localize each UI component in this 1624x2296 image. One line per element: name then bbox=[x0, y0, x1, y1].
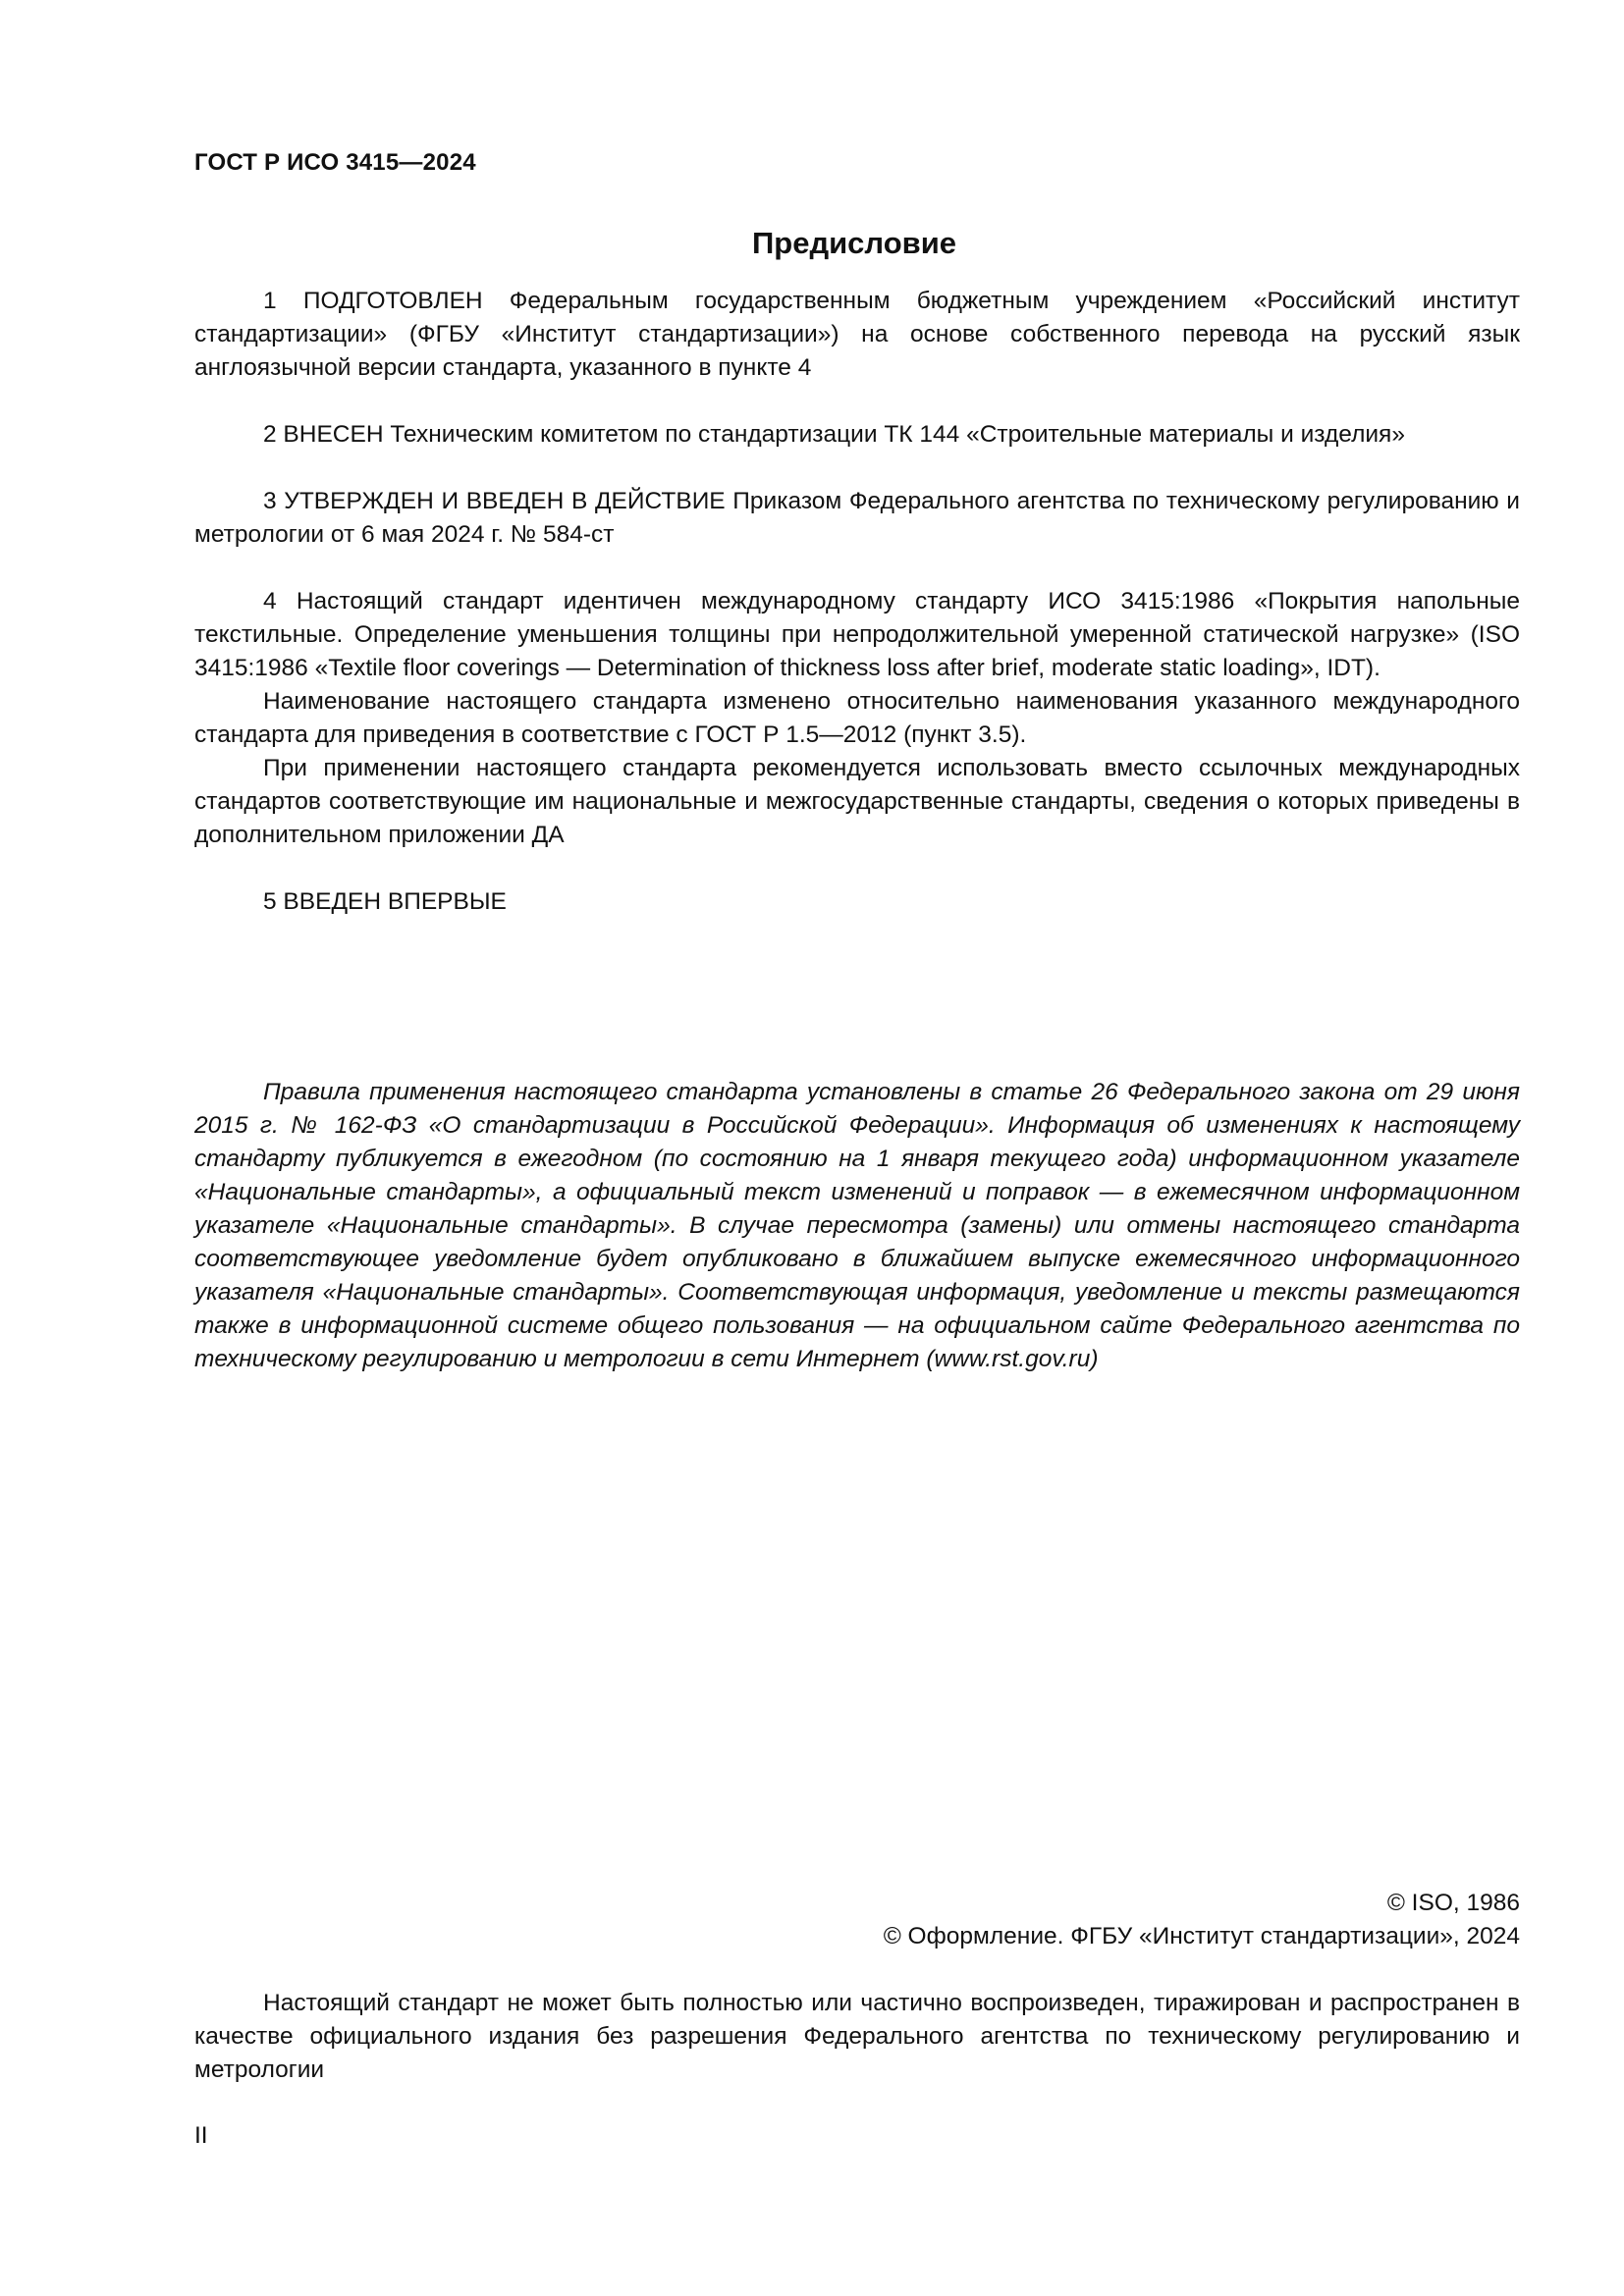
standard-designation: ГОСТ Р ИСО 3415—2024 bbox=[194, 149, 476, 176]
foreword-item-1: 1 ПОДГОТОВЛЕН Федеральным государственным бюджетным учреждением «Российский институт стандартизации» (ФГБУ «Институт стандартизации») на основе собственного перевода на русский язык англоязычной версии стандарта, указанного в пункте 4 bbox=[194, 288, 1520, 381]
foreword-item-4-note-name: Наименование настоящего стандарта изменено относительно наименования указанного международного стандарта для приведения в соответствие с ГОСТ Р 1.5—2012 (пункт 3.5). bbox=[194, 688, 1520, 748]
foreword-item-3: 3 УТВЕРЖДЕН И ВВЕДЕН В ДЕЙСТВИЕ Приказом Федерального агентства по техническому регулированию и метрологии от 6 мая 2024 г. № 584-ст bbox=[194, 488, 1520, 548]
reproduction-notice-text: Настоящий стандарт не может быть полностью или частично воспроизведен, тиражирован и распространен в качестве официального издания без разрешения Федерального агентства по техническому регулированию и метрологии bbox=[194, 1990, 1520, 2083]
copyright-block bbox=[884, 1887, 1520, 1953]
foreword-item-4: 4 Настоящий стандарт идентичен международному стандарту ИСО 3415:1986 «Покрытия напольные текстильные. Определение уменьшения толщины при непродолжительной умеренной статической нагрузке» (ISO 3415:1986 «Textile floor coverings — Determination of thickness loss after brief, moderate static loading», IDT). bbox=[194, 588, 1520, 681]
copyright-iso: © ISO, 1986 bbox=[1386, 1890, 1520, 1916]
page-number: II bbox=[194, 2122, 208, 2149]
foreword-item-2: 2 ВНЕСЕН Техническим комитетом по стандартизации ТК 144 «Строительные материалы и изделия» bbox=[263, 421, 1405, 448]
legal-notice bbox=[194, 1076, 1520, 1376]
foreword-item-4-note-references: При применении настоящего стандарта рекомендуется использовать вместо ссылочных международных стандартов соответствующие им национальные и межгосударственные стандарты, сведения о которых приведены в дополнительном приложении ДА bbox=[194, 755, 1520, 848]
foreword-body bbox=[194, 285, 1520, 919]
foreword-item-5: 5 ВВЕДЕН ВПЕРВЫЕ bbox=[263, 888, 507, 915]
legal-notice-text: Правила применения настоящего стандарта установлены в статье 26 Федерального закона от 29 июня 2015 г. № 162-ФЗ «О стандартизации в Российской Федерации». Информация об изменениях к настоящему стандарту публикуется в ежегодном (по состоянию на 1 января текущего года) информационном указателе «Национальные стандарты», а официальный текст изменений и поправок — в ежемесячном информационном указателе «Национальные стандарты». В случае пересмотра (замены) или отмены настоящего стандарта соответствующее уведомление будет опубликовано в ближайшем выпуске ежемесячного информационного указателя «Национальные стандарты». Соответствующая информация, уведомление и тексты размещаются также в информационной системе общего пользования — на официальном сайте Федерального агентства по техническому регулированию и метрологии в сети Интернет (www.rst.gov.ru) bbox=[194, 1079, 1520, 1372]
reproduction-notice bbox=[194, 1987, 1520, 2087]
copyright-design: © Оформление. ФГБУ «Институт стандартизации», 2024 bbox=[883, 1923, 1520, 1949]
page-title: Предисловие bbox=[751, 226, 956, 260]
